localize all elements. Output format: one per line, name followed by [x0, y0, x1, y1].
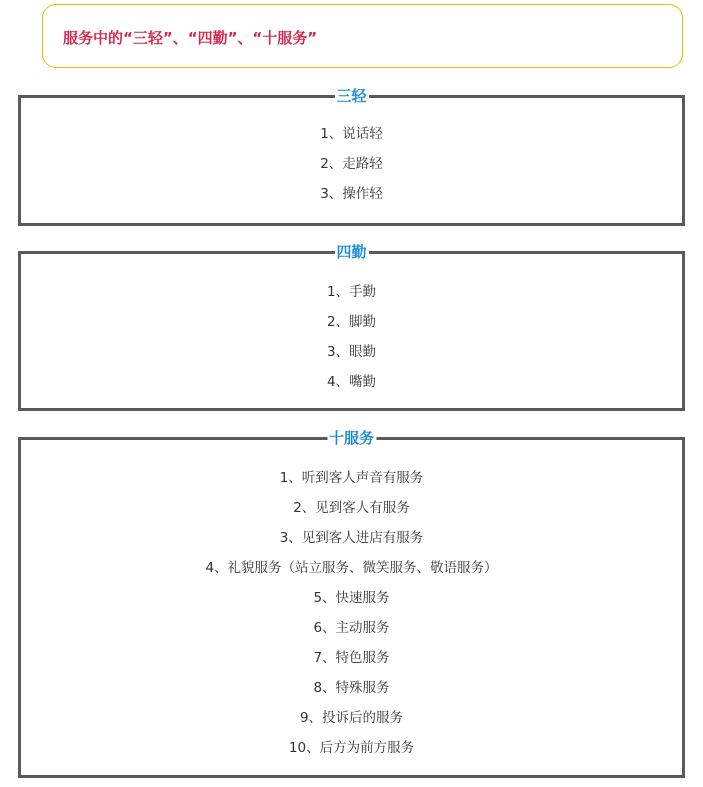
section-siqin [18, 243, 685, 411]
list-item: 1、说话轻 [320, 126, 383, 142]
list-item: 5、快速服务 [313, 590, 390, 606]
item-list-shifuwu [21, 463, 682, 763]
list-item: 4、嘴勤 [326, 374, 377, 390]
list-item: 10、后方为前方服务 [288, 740, 415, 756]
section-shifuwu [18, 429, 685, 778]
list-item: 3、见到客人进店有服务 [279, 530, 424, 546]
list-item: 8、特殊服务 [313, 680, 390, 696]
section-sanqing [18, 87, 685, 226]
list-item: 3、操作轻 [320, 186, 383, 202]
list-item: 9、投诉后的服务 [299, 710, 404, 726]
list-item: 3、眼勤 [326, 344, 377, 360]
list-item: 2、见到客人有服务 [293, 500, 410, 516]
list-item: 1、手勤 [326, 284, 377, 300]
section-title-sanqing: 三轻 [336, 87, 367, 105]
section-title-shifuwu: 十服务 [328, 429, 375, 447]
item-list-siqin [21, 277, 682, 397]
item-list-sanqing [21, 119, 682, 209]
list-item: 2、脚勤 [326, 314, 377, 330]
list-item: 6、主动服务 [313, 620, 390, 636]
list-item: 1、听到客人声音有服务 [279, 470, 424, 486]
list-item: 4、礼貌服务（站立服务、微笑服务、敬语服务） [205, 560, 498, 576]
list-item: 7、特色服务 [313, 650, 390, 666]
section-title-siqin: 四勤 [336, 243, 367, 261]
page-title: 服务中的“三轻”、“四勤”、“十服务” [63, 29, 318, 47]
list-item: 2、走路轻 [320, 156, 383, 172]
title-box [42, 4, 683, 68]
